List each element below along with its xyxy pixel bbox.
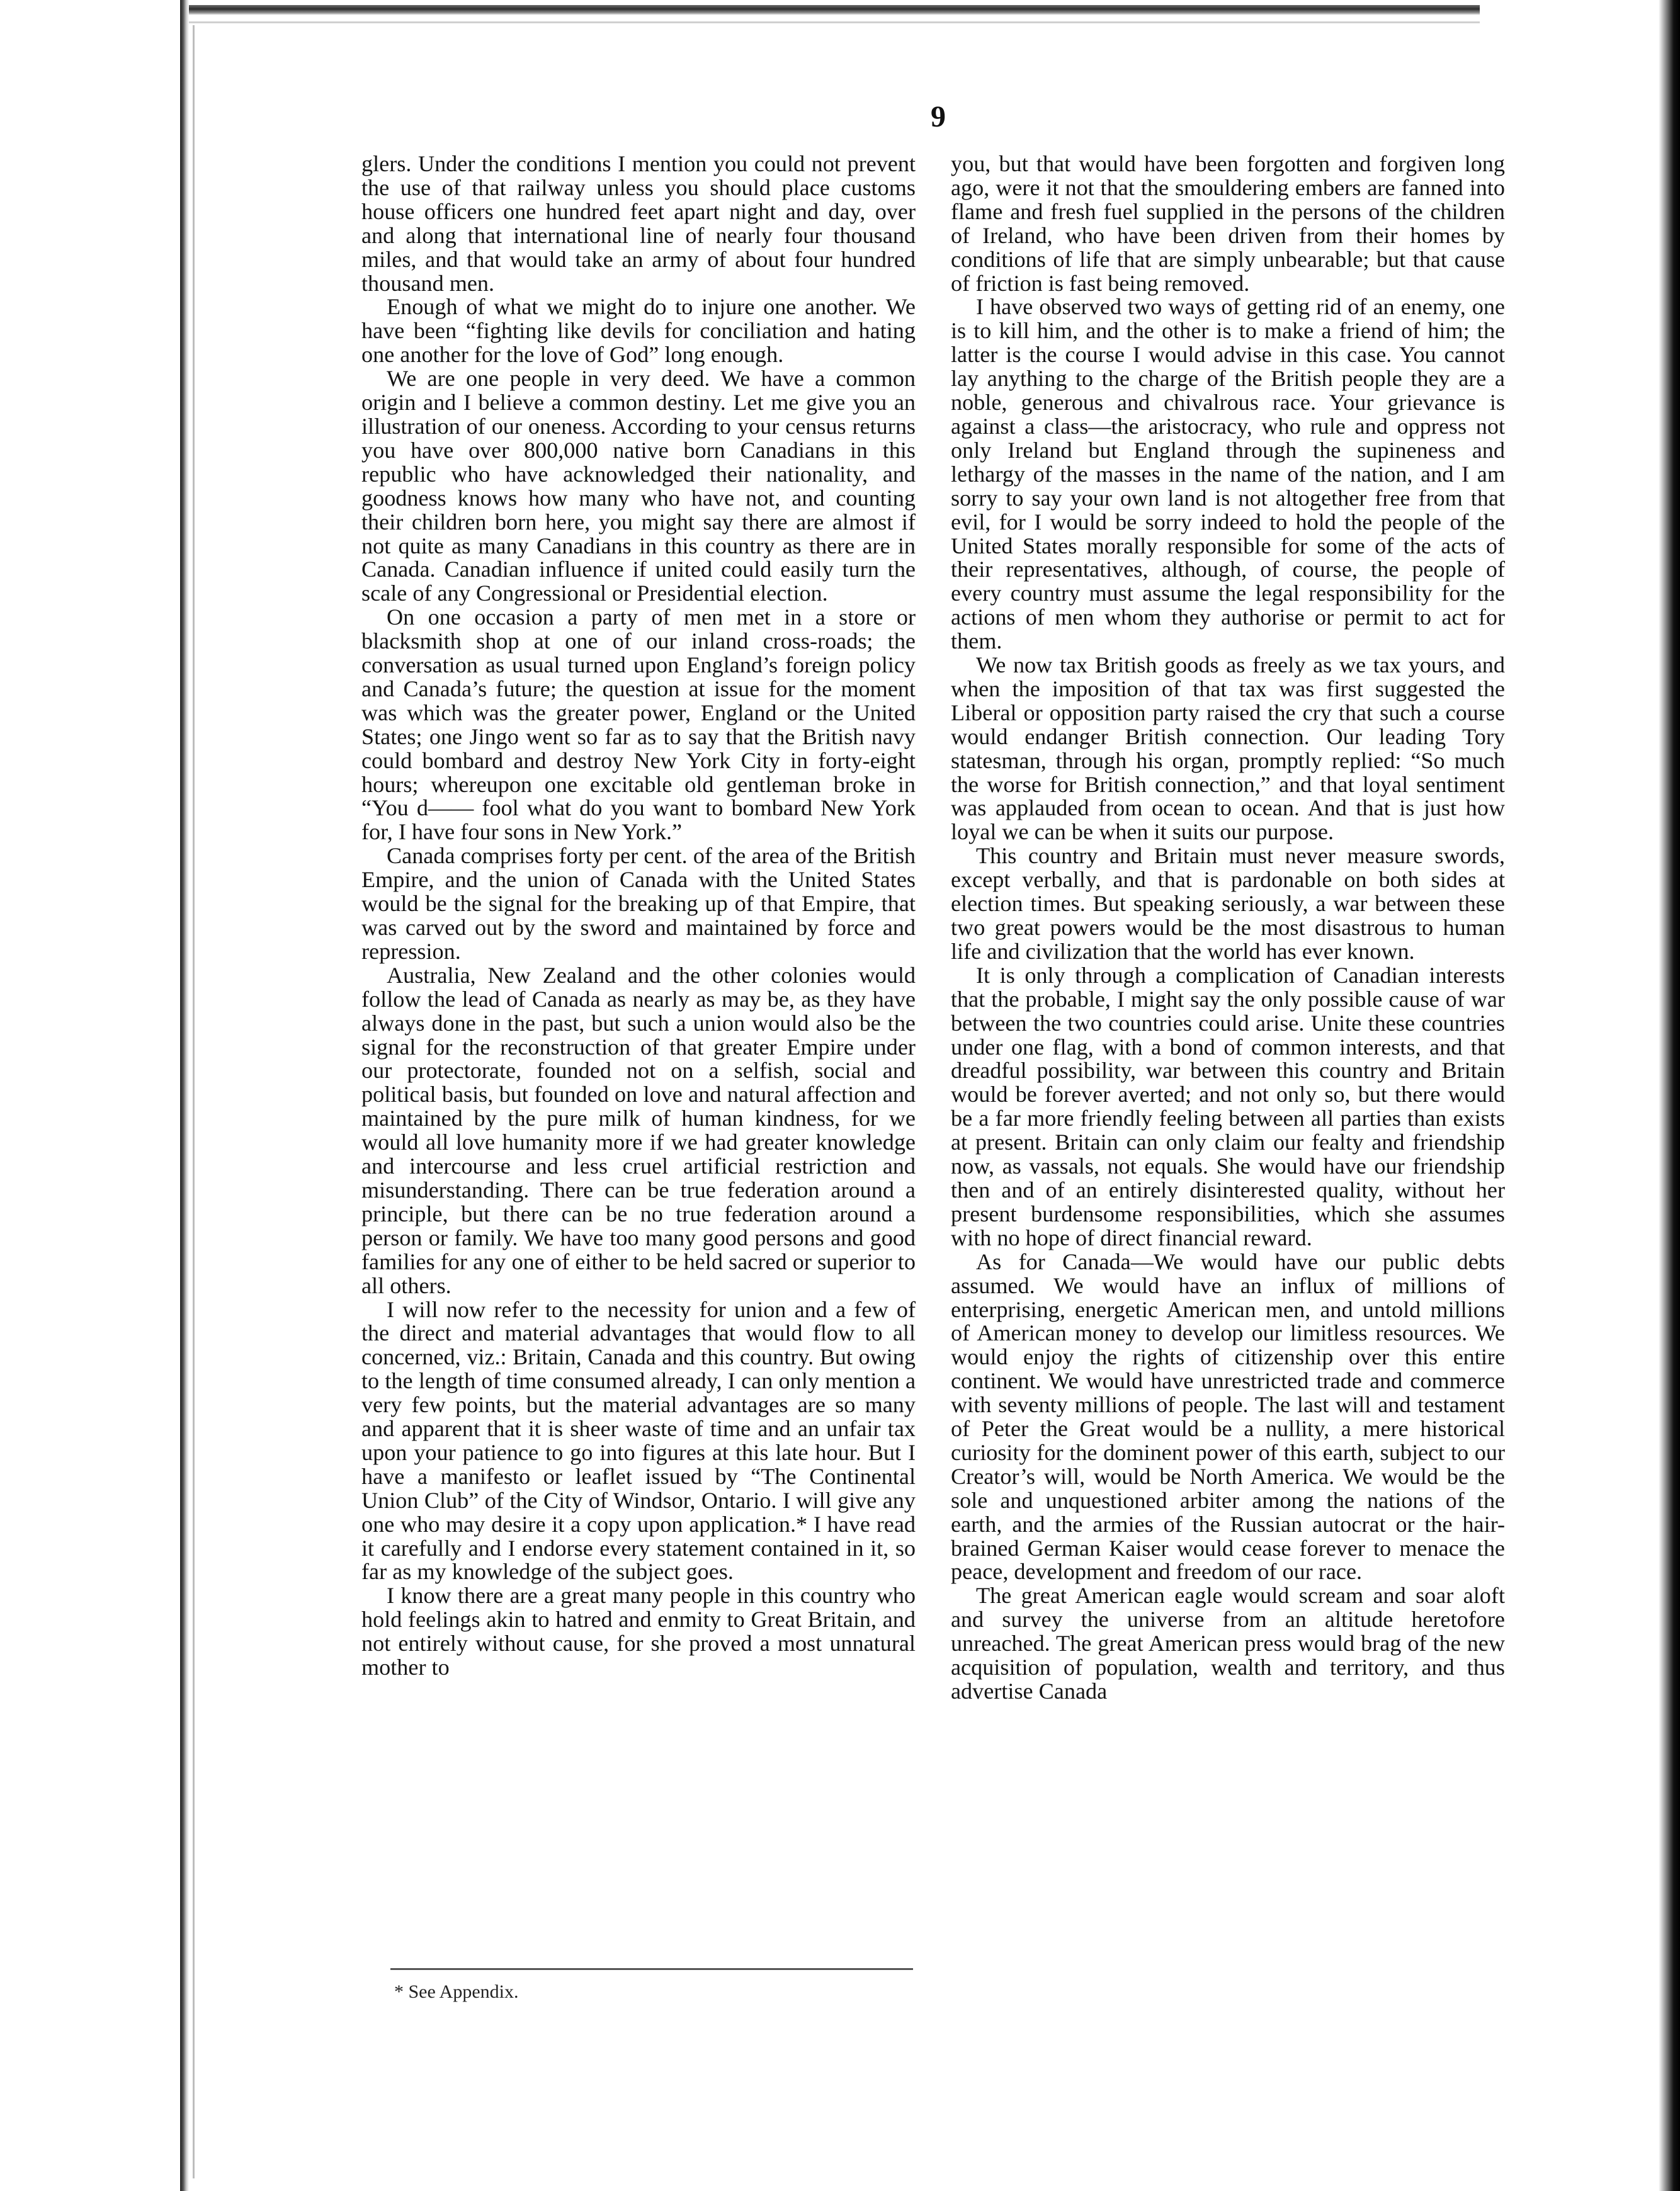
top-edge-line	[189, 21, 1480, 23]
left-margin	[0, 0, 183, 2191]
paragraph: I know there are a great many people in this country who hold feelings akin to hatred and enmity to Great Britain, and not entirely without cause, for she proved a most unnatural mother to	[361, 1583, 916, 1680]
paragraph: We are one people in very deed. We have a common origin and I believe a common destiny. Let me give you an illustration of our oneness. According to your census returns you have over 800,000 native born Canadians in this republic who have acknowledged their nationality, and goodness knows how many who have not, and counting their children born here, you might say there are almost if not quite as many Canadians in this country as there are in Canada. Canadian influence if united could easily turn the scale of any Congressional or Presidential election.	[361, 366, 916, 606]
right-edge-shadow	[1659, 0, 1680, 2191]
paragraph: Enough of what we might do to injure one another. We have been “fighting like devils for conciliation and hating one another for the love of God” long enough.	[361, 294, 916, 368]
paragraph: Canada comprises forty per cent. of the area of the British Empire, and the union of Canada with the United States would be the signal for the breaking up of that Empire, that was carved out by the sword and maintained by force and repression.	[361, 843, 916, 964]
paragraph: The great American eagle would scream and soar aloft and survey the universe from an altitude heretofore unreached. The great American press would brag of the new acquisition of population, wealth and territory, and thus advertise Canada	[951, 1583, 1505, 1704]
page-number: 9	[931, 100, 946, 133]
paragraph: I have observed two ways of getting rid of an enemy, one is to kill him, and the other is to make a friend of him; the latter is the course I would advise in this case. You cannot lay anything to the charge of the British people they are a noble, generous and chivalrous race. Your grievance is against a class—the aristocracy, who rule and oppress not only Ireland but England through the supineness and lethargy of the masses in the name of the nation, and I am sorry to say your own land is not altogether free from that evil, for I would be sorry indeed to hold the people of the United States morally responsible for some of the acts of their representatives, although, of course, the people of every country must assume the legal responsibility for the actions of men whom they authorise or permit to act for them.	[951, 294, 1505, 654]
paragraph: Australia, New Zealand and the other colonies would follow the lead of Canada as nearly as may be, as they have always done in the past, but such a union would also be the signal for the reconstruction of that greater Empire under our protectorate, founded not on a selfish, social and political basis, but founded on love and natural affection and maintained by the pure milk of human kindness, for we would all love humanity more if we had greater knowledge and intercourse and less cruel artificial restriction and misunderstanding. There can be true federation around a principle, but there can be no true federation around a person or family. We have too many good persons and good families for any one of either to be held sacred or superior to all others.	[361, 962, 916, 1298]
paragraph: We now tax British goods as freely as we tax yours, and when the imposition of that tax was first suggested the Liberal or opposition party raised the cry that such a course would endanger British connection. Our leading Tory statesman, through his organ, promptly replied: “So much the worse for British connection,” and that loyal sentiment was applauded from ocean to ocean. And that is just how loyal we can be when it suits our purpose.	[951, 652, 1505, 845]
top-edge-shadow	[189, 5, 1480, 15]
paragraph: glers. Under the conditions I mention you could not prevent the use of that railway unless you should place customs house officers one hundred feet apart night and day, over and along that international line of nearly four thousand miles, and that would take an army of about four hundred thousand men.	[361, 151, 916, 296]
left-column	[361, 152, 916, 1680]
paragraph: I will now refer to the necessity for union and a few of the direct and material advantages that would flow to all concerned, viz.: Britain, Canada and this country. But owing to the length of time consumed already, I can only mention a very few points, but the material advantages are so many and apparent that it is sheer waste of time and an unfair tax upon your patience to go into figures at this late hour. But I have a manifesto or leaflet issued by “The Continental Union Club” of the City of Windsor, Ontario. I will give any one who may desire it a copy upon application.* I have read it carefully and I endorse every statement contained in it, so far as my knowledge of the subject goes.	[361, 1296, 916, 1585]
right-column	[951, 152, 1505, 1704]
paragraph: you, but that would have been forgotten and forgiven long ago, were it not that the smouldering embers are fanned into flame and fresh fuel supplied in the persons of the children of Ireland, who have been driven from their homes by conditions of life that are simply unbearable; but that cause of friction is fast being removed.	[951, 151, 1505, 296]
paragraph: On one occasion a party of men met in a store or blacksmith shop at one of our inland cross-roads; the conversation as usual turned upon England’s foreign policy and Canada’s future; the question at issue for the moment was which was the greater power, England or the United States; one Jingo went so far as to say that the British navy could bombard and destroy New York City in forty-eight hours; whereupon one excitable old gentleman broke in “You d—— fool what do you want to bombard New York for, I have four sons in New York.”	[361, 604, 916, 845]
page-fold-line	[193, 25, 195, 2178]
paragraph: This country and Britain must never measure swords, except verbally, and that is pardonable on both sides at election times. But speaking seriously, a war between these two great powers would be the most disastrous to human life and civilization that the world has ever known.	[951, 843, 1505, 964]
footnote: * See Appendix.	[394, 1981, 519, 2002]
paragraph: It is only through a complication of Canadian interests that the probable, I might say the only possible cause of war between the two countries could arise. Unite these countries under one flag, with a bond of common interests, and that dreadful possibility, war between this country and Britain would be forever averted; and not only so, but there would be a far more friendly feeling between all parties than exists at present. Britain can only claim our fealty and friendship now, as vassals, not equals. She would have our friendship then and of an entirely disinterested quality, without her present burdensome responsibilities, which she assumes with no hope of direct financial reward.	[951, 962, 1505, 1250]
paragraph: As for Canada—We would have our public debts assumed. We would have an influx of millions of enterprising, energetic American men, and untold millions of American money to develop our limitless resources. We would enjoy the rights of citizenship over this entire continent. We would have unrestricted trade and commerce with seventy millions of people. The last will and testament of Peter the Great would be a nullity, a mere historical curiosity for the dominent power of this earth, subject to our Creator’s will, would be North America. We would be the sole and unquestioned arbiter among the nations of the earth, and the armies of the Russian autocrat or the hair-brained German Kaiser would cease forever to menace the peace, development and freedom of our race.	[951, 1248, 1505, 1585]
page-fold-shadow	[180, 0, 189, 2191]
footnote-divider	[390, 1968, 913, 1970]
